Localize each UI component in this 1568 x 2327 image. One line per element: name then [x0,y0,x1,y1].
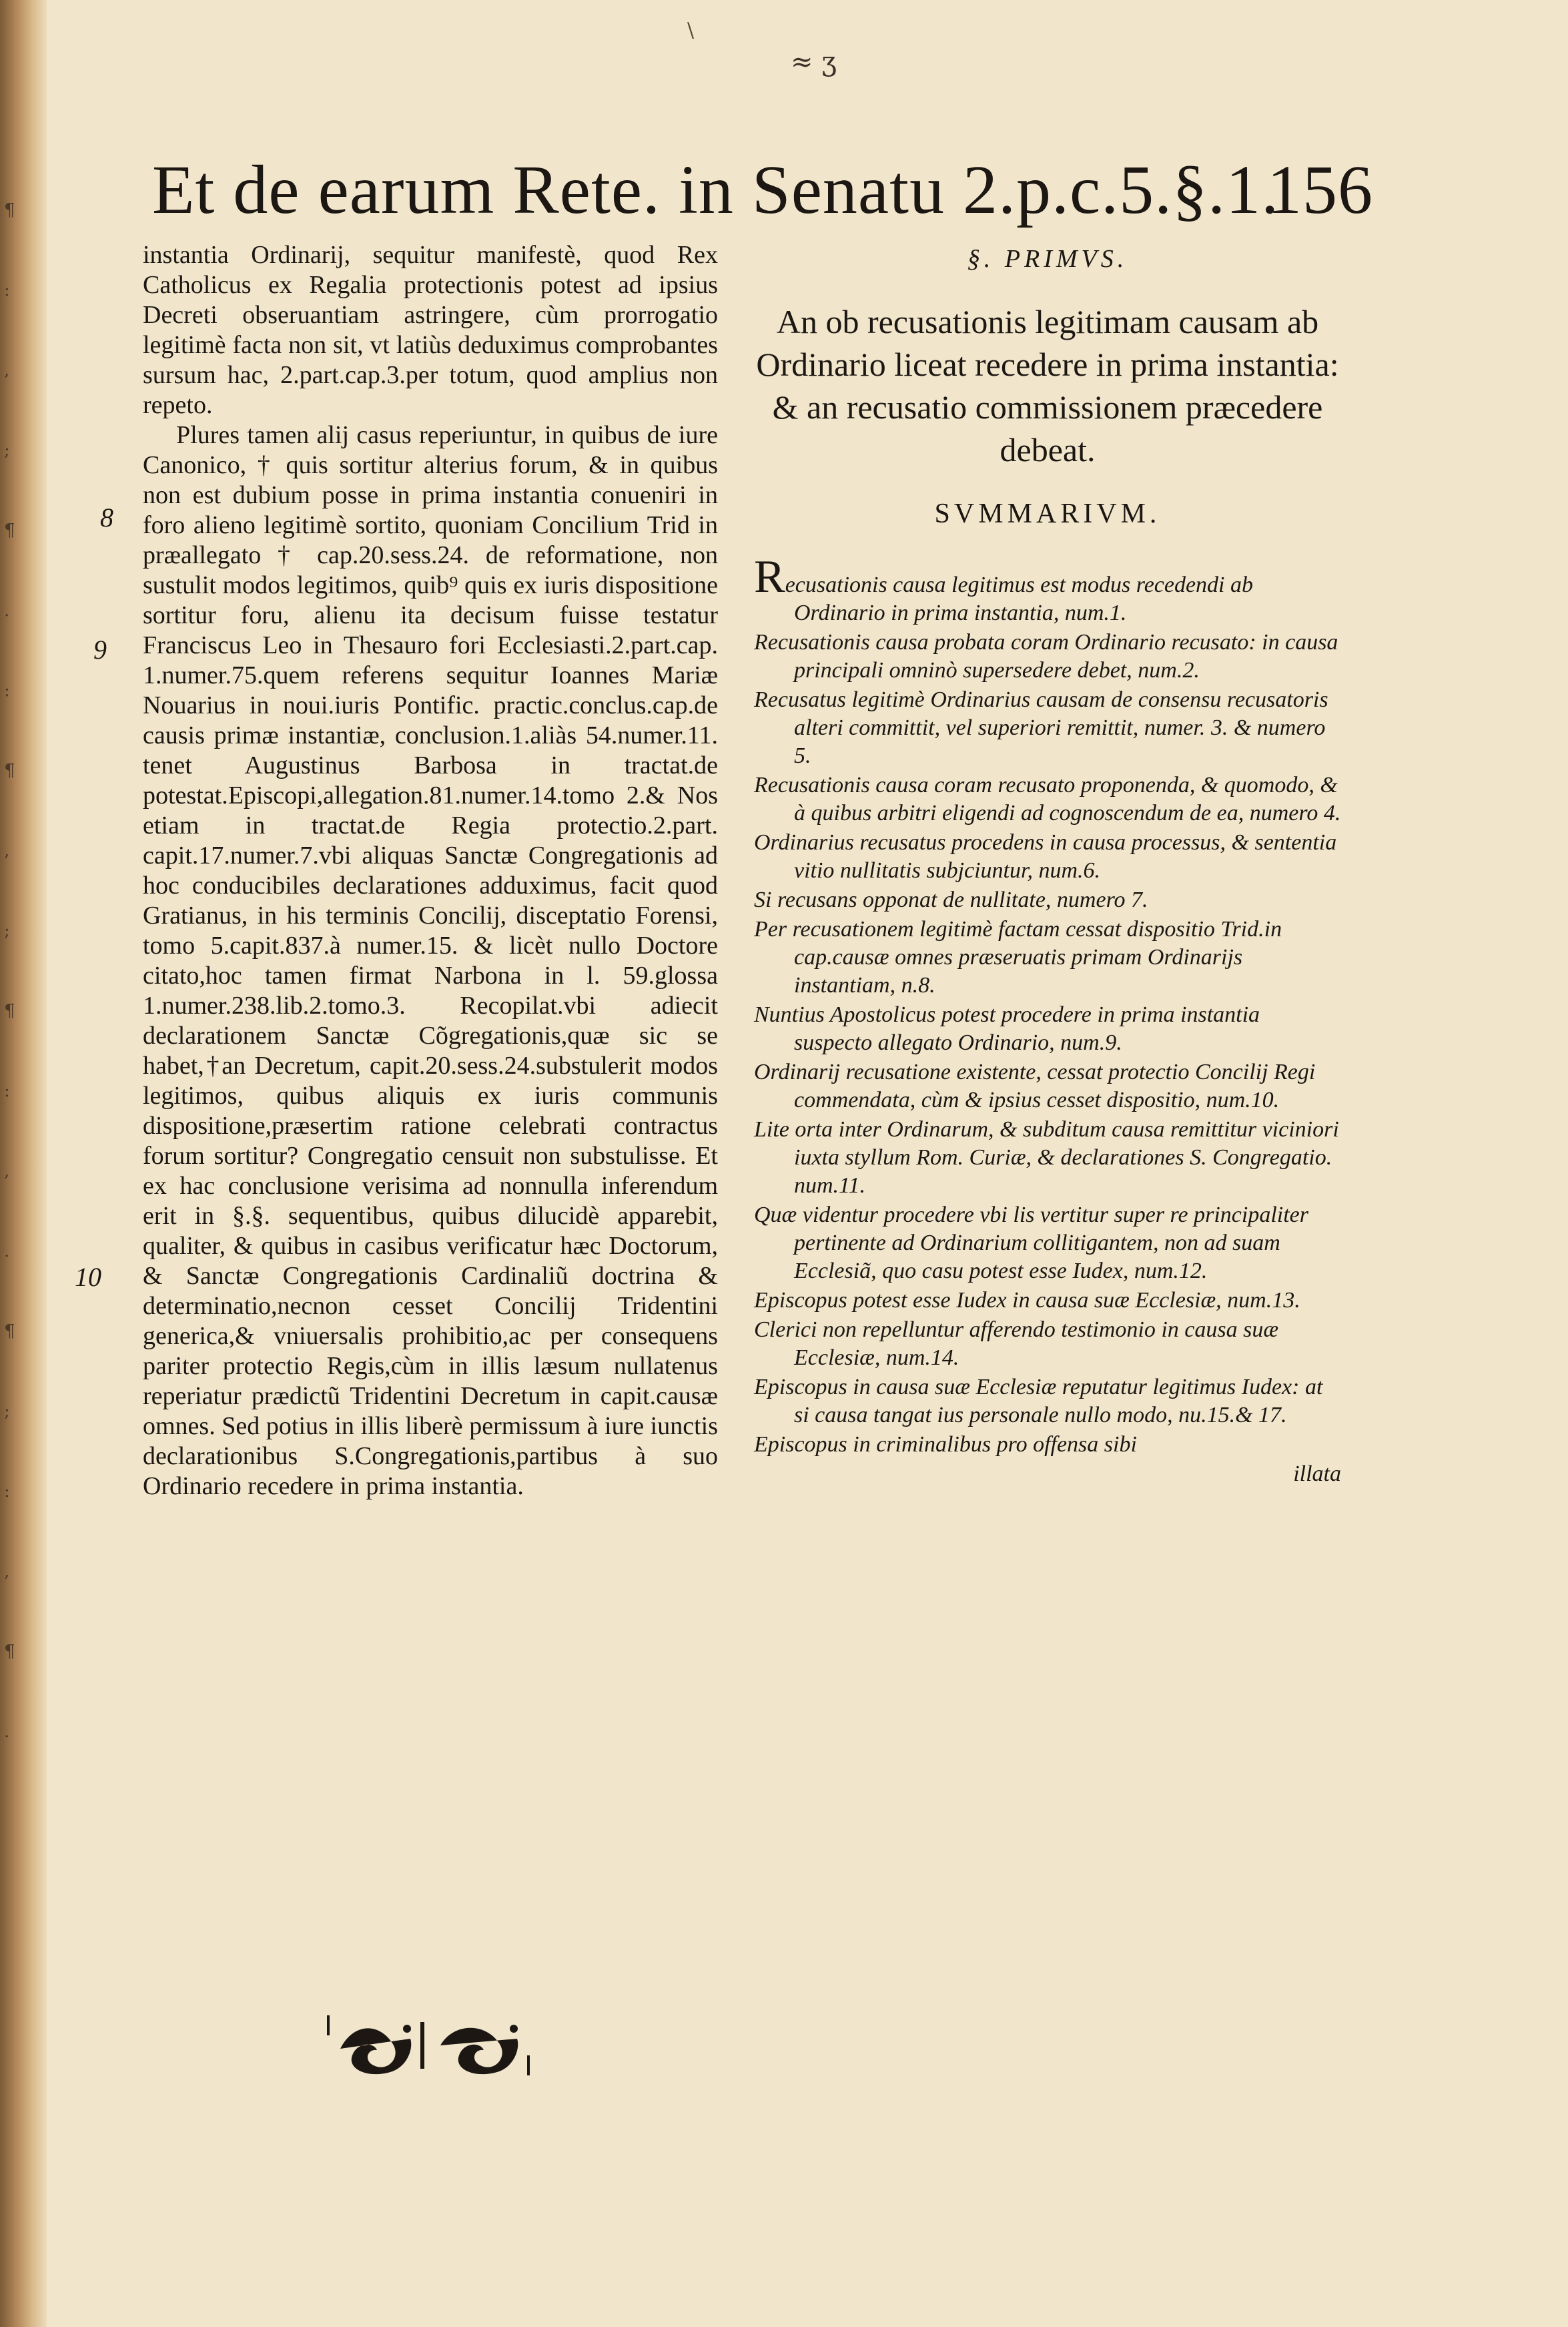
paragraph: Plures tamen alij casus reperiuntur, in quibus de iure Canonico, † quis sortitur alterius forum, & in quibus non est dubium posse in prima instantia conueniri in foro alieno legitimè sortito, quoniam Concilium Trid in præallegato † cap.20.sess.24. de reformatione, non sustulit modos legitimos, quib⁹ quis ex iuris dispositione sortitur foru, alienu ita decisum fuisse testatur Franciscus Leo in Thesauro fori Ecclesiasti.2.part.cap. 1.numer.75.quem referens sequitur Ioannes Mariæ Nouarius in noui.iuris Pontific. practic.conclus.cap.de causis primæ instantiæ, conclusion.1.aliàs 54.numer.11. tenet Augustinus Barbosa in tractat.de potestat.Episcopi,allegation.81.numer.14.tomo 2.& Nos etiam in tractat.de Regia protectio.2.part. capit.17.numer.7.vbi aliquas Sanctæ Congregationis ad hoc conducibiles declarationes adduximus, facit quod Gratianus, in his terminis Concilij, disceptatio Forensi, tomo 5.capit.837.à numer.15. & licèt nullo Doctore citato,hoc tamen firmat Narbona in l. 59.glossa 1.numer.238.lib.2.tomo.3. Recopilat.vbi adiecit declarationem Sanctæ Cõgregationis,quæ sic se habet,†an Decretum, capit.20.sess.24.substulerit modos legitimos, quibus aliquis ex iuris communis dispositione,præsertim ratione celebrati contractus forum sortitur? Congregatio censuit non substulisse. Et ex hac conclusione verisima ad nonnulla inferendum erit in §.§. sequentibus, quibus dilucidè apparebit, qualiter, & quibus in casibus verificatur hæc Doctorum, & Sanctæ Congregationis Cardinaliũ doctrina & determinatio,necnon cesset Concilij Tridentini generica,& vniuersalis prohibitio,ac per consequens pariter protectio Regis,cùm in illis læsum nullatenus reperiatur prædictũ Tridentini Decretum in capit.causæ omnes. Sed potius in illis liberè permissum à iure iunctis declarationibus S.Congregationis,partibus à suo Ordinario recedere in prima instantia. [143,421,718,1500]
right-column [754,240,1341,1487]
summary-item: Recusationis causa probata coram Ordinario recusato: in causa principali omninò supersedere debet, num.2. [754,630,1338,683]
header-title: Et de earum Rete. in Senatu 2.p.c.5.§.1. [152,151,1280,228]
left-column [143,240,718,1502]
printer-ornament [327,2009,534,2082]
summary-heading: SVMMARIVM. [934,498,1161,529]
summary-item: Recusationis causa coram recusato proponenda, & quomodo, & à quibus arbitri eligendi ad cognoscendum de ea, numero 4. [754,773,1341,825]
summary-item: Episcopus potest esse Iudex in causa suæ Ecclesiæ, num.13. [754,1288,1300,1313]
summary-item: Ordinarij recusatione existente, cessat protectio Concilij Regi commendata, cùm & ipsius cesset dispositio, num.10. [754,1060,1316,1112]
running-header [152,147,1373,234]
summary-item: Per recusationem legitimè factam cessat dispositio Trid.in cap.causæ omnes præseruatis primam Ordinarijs instantiam, n.8. [754,917,1282,998]
margin-number: 8 [100,503,113,533]
summary-item: Recusationis causa legitimus est modus recedendi ab Ordinario in prima instantia, num.1. [754,551,1254,625]
section-heading: §. PRIMVS. [967,245,1128,273]
summary-item: Episcopus in causa suæ Ecclesiæ reputatur legitimus Iudex: at si causa tangat ius personale nullo modo, nu.15.& 17. [754,1375,1323,1427]
summary-item: Episcopus in criminalibus pro offensa sibi [754,1432,1137,1457]
top-mark: \ [687,19,695,42]
question-title: An ob recusationis legitimam causam ab Ordinario liceat recedere in prima instantia: & an recusatio commissionem præcedere debeat. [756,303,1339,468]
page-number: 156 [1267,151,1373,228]
summary-item: Quæ videntur procedere vbi lis vertitur super re principaliter pertinente ad Ordinarium collitigantem, non ad suam Ecclesiã, quo casu potest esse Iudex, num.12. [754,1203,1308,1283]
summary-item: Recusatus legitimè Ordinarius causam de consensu recusatoris alteri committit, vel superiori remittit, numer. 3. & numero 5. [754,687,1328,768]
summary-item: Clerici non repelluntur afferendo testimonio in causa suæ Ecclesiæ, num.14. [754,1317,1279,1370]
summary-list [754,551,1341,1459]
paragraph: instantia Ordinarij, sequitur manifestè, quod Rex Catholicus ex Regalia protectionis potest ad ipsius Decreti obseruantiam astringere, cùm prorrogatio legitimè facta non sit, vt latiùs deduximus comprobantes sursum hac, 2.part.cap.3.per totum, quod amplius non repeto. [143,241,718,419]
summary-item: Lite orta inter Ordinarum, & subditum causa remittitur viciniori iuxta styllum Rom. Curiæ, & declarationes S. Congregatio. num.11. [754,1117,1339,1198]
ornament-mark: ≈ ʒ [791,47,837,77]
margin-number: 10 [75,1262,101,1292]
catchword: illata [1293,1461,1341,1486]
adjacent-page-margin: ¶ : , ; ¶ . : ¶ , ; ¶ : , . ¶ ; : , ¶ . [4,200,15,1742]
margin-number: 9 [93,635,107,665]
summary-item: Si recusans opponat de nullitate, numero 7. [754,888,1148,912]
summary-item: Ordinarius recusatus procedens in causa processus, & sententia vitio nullitatis subjciuntur, num.6. [754,830,1337,883]
summary-item: Nuntius Apostolicus potest procedere in prima instantia suspecto allegato Ordinario, num.9. [754,1002,1260,1055]
